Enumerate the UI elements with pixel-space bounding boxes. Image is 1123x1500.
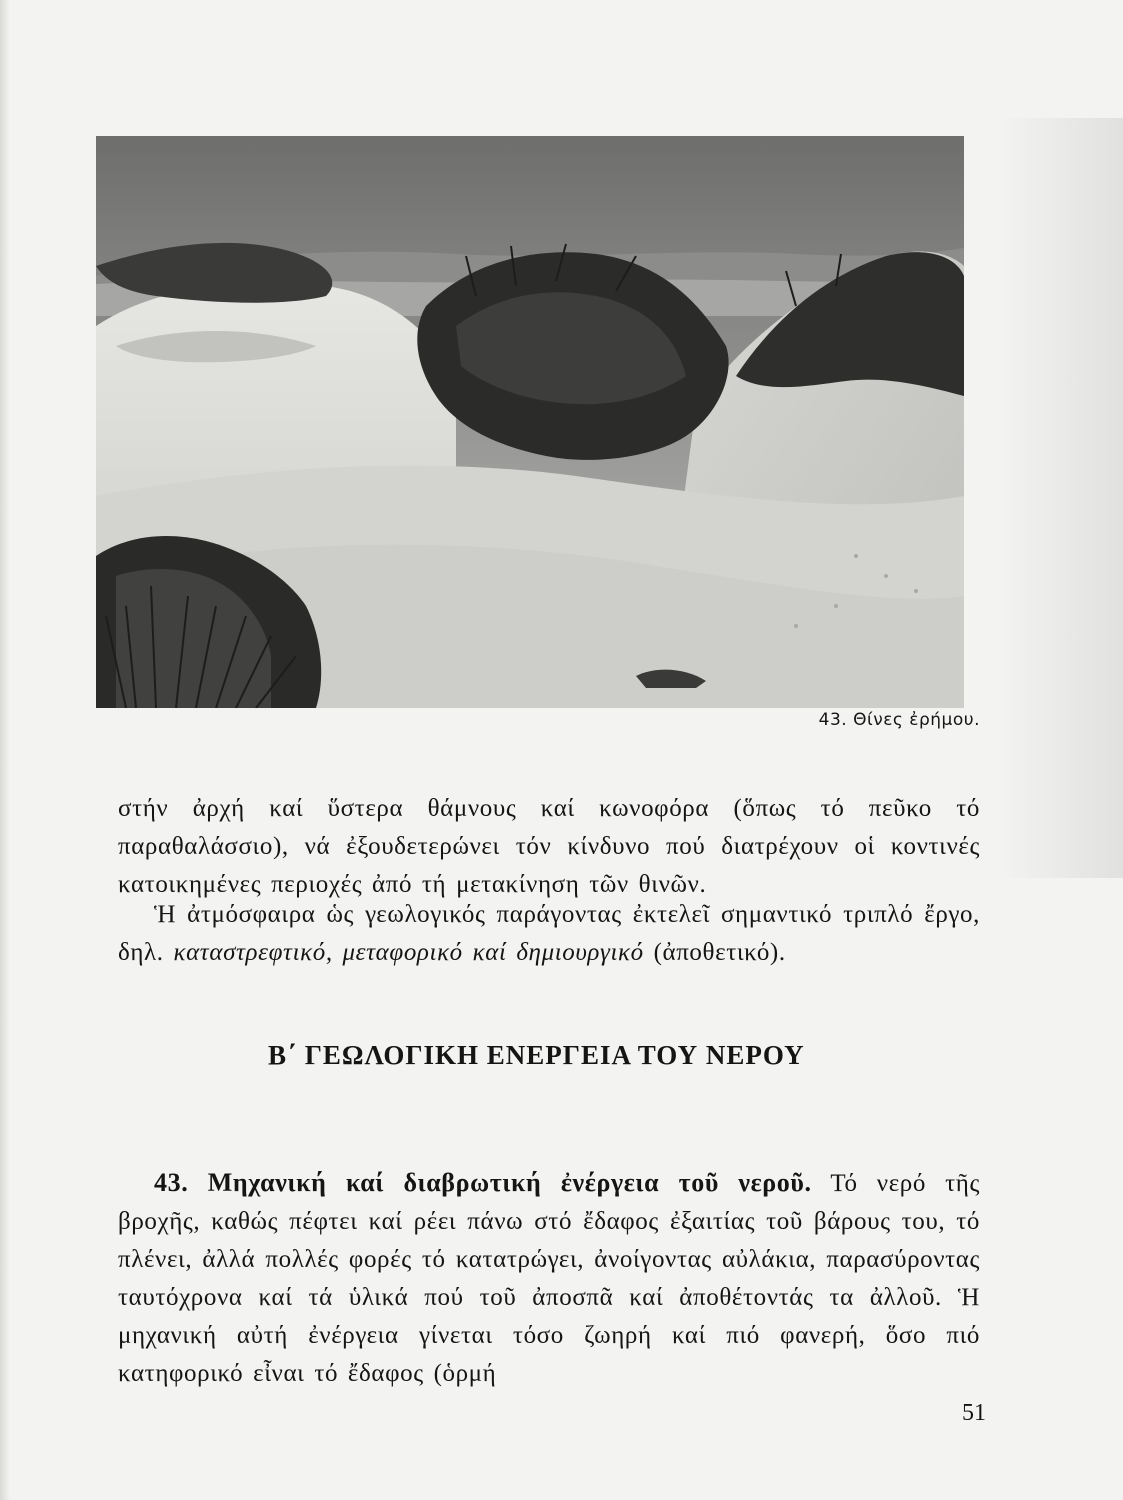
paragraph-water-energy [118, 1164, 980, 1393]
photo-illustration [96, 136, 964, 708]
page-edge-shadow [0, 0, 10, 1500]
page-number: 51 [962, 1400, 986, 1426]
show-through-shadow [1000, 118, 1123, 878]
paragraph-start: Ἡ ἀτμόσφαιρα ὡς γεωλογικός παράγοντας ἐκτελεῖ σημαντικό τριπλό ἔργο, δηλ. [118, 901, 980, 966]
paragraph-continuation [118, 790, 980, 904]
sand-dunes-photo [96, 136, 964, 708]
italic-terms: καταστρεφτικό, μεταφορικό καί δημιουργικό [173, 939, 644, 966]
paragraph-text [118, 1164, 980, 1393]
paragraph-body: Τό νερό τῆς βροχῆς, καθώς πέφτει καί ρέει πάνω στό ἔδαφος ἐξαιτίας τοῦ βάρους του, τό πλένει, ἀλλά πολλές φορές τό κατατρώγει, ἀνοίγοντας αὐλάκια, παρασύροντας ταυτόχρονα καί τά ὑλικά πού τοῦ ἀποσπᾶ καί ἀποθέτοντάς τα ἀλλοῦ. Ἡ μηχανική αὐτή ἐνέργεια γίνεται τόσο ζωηρή καί πιό φανερή, ὅσο πιό κατηφορικό εἶναι τό ἔδαφος (ὁρμή [118, 1170, 980, 1387]
paragraph-text: στήν ἀρχή καί ὕστερα θάμνους καί κωνοφόρα (ὅπως τό πεῦκο τό παραθαλάσσιο), νά ἐξουδετερώνει τόν κίνδυνο πού διατρέχουν οἱ κοντινές κατοικημένες περιοχές ἀπό τή μετακίνηση τῶν θινῶν. [118, 795, 980, 898]
paragraph-end: (ἀποθετικό). [643, 939, 786, 966]
paragraph-text [118, 896, 980, 972]
paragraph-lead-heading: 43. Μηχανική καί διαβρωτική ἐνέργεια τοῦ νεροῦ. [154, 1168, 812, 1197]
paragraph-atmosphere [118, 896, 980, 972]
figure-caption: 43. Θίνες ἐρήμου. [818, 710, 980, 730]
section-heading: Β΄ ΓΕΩΛΟΓΙΚΗ ΕΝΕΡΓΕΙΑ ΤΟΥ ΝΕΡΟΥ [268, 1040, 805, 1070]
